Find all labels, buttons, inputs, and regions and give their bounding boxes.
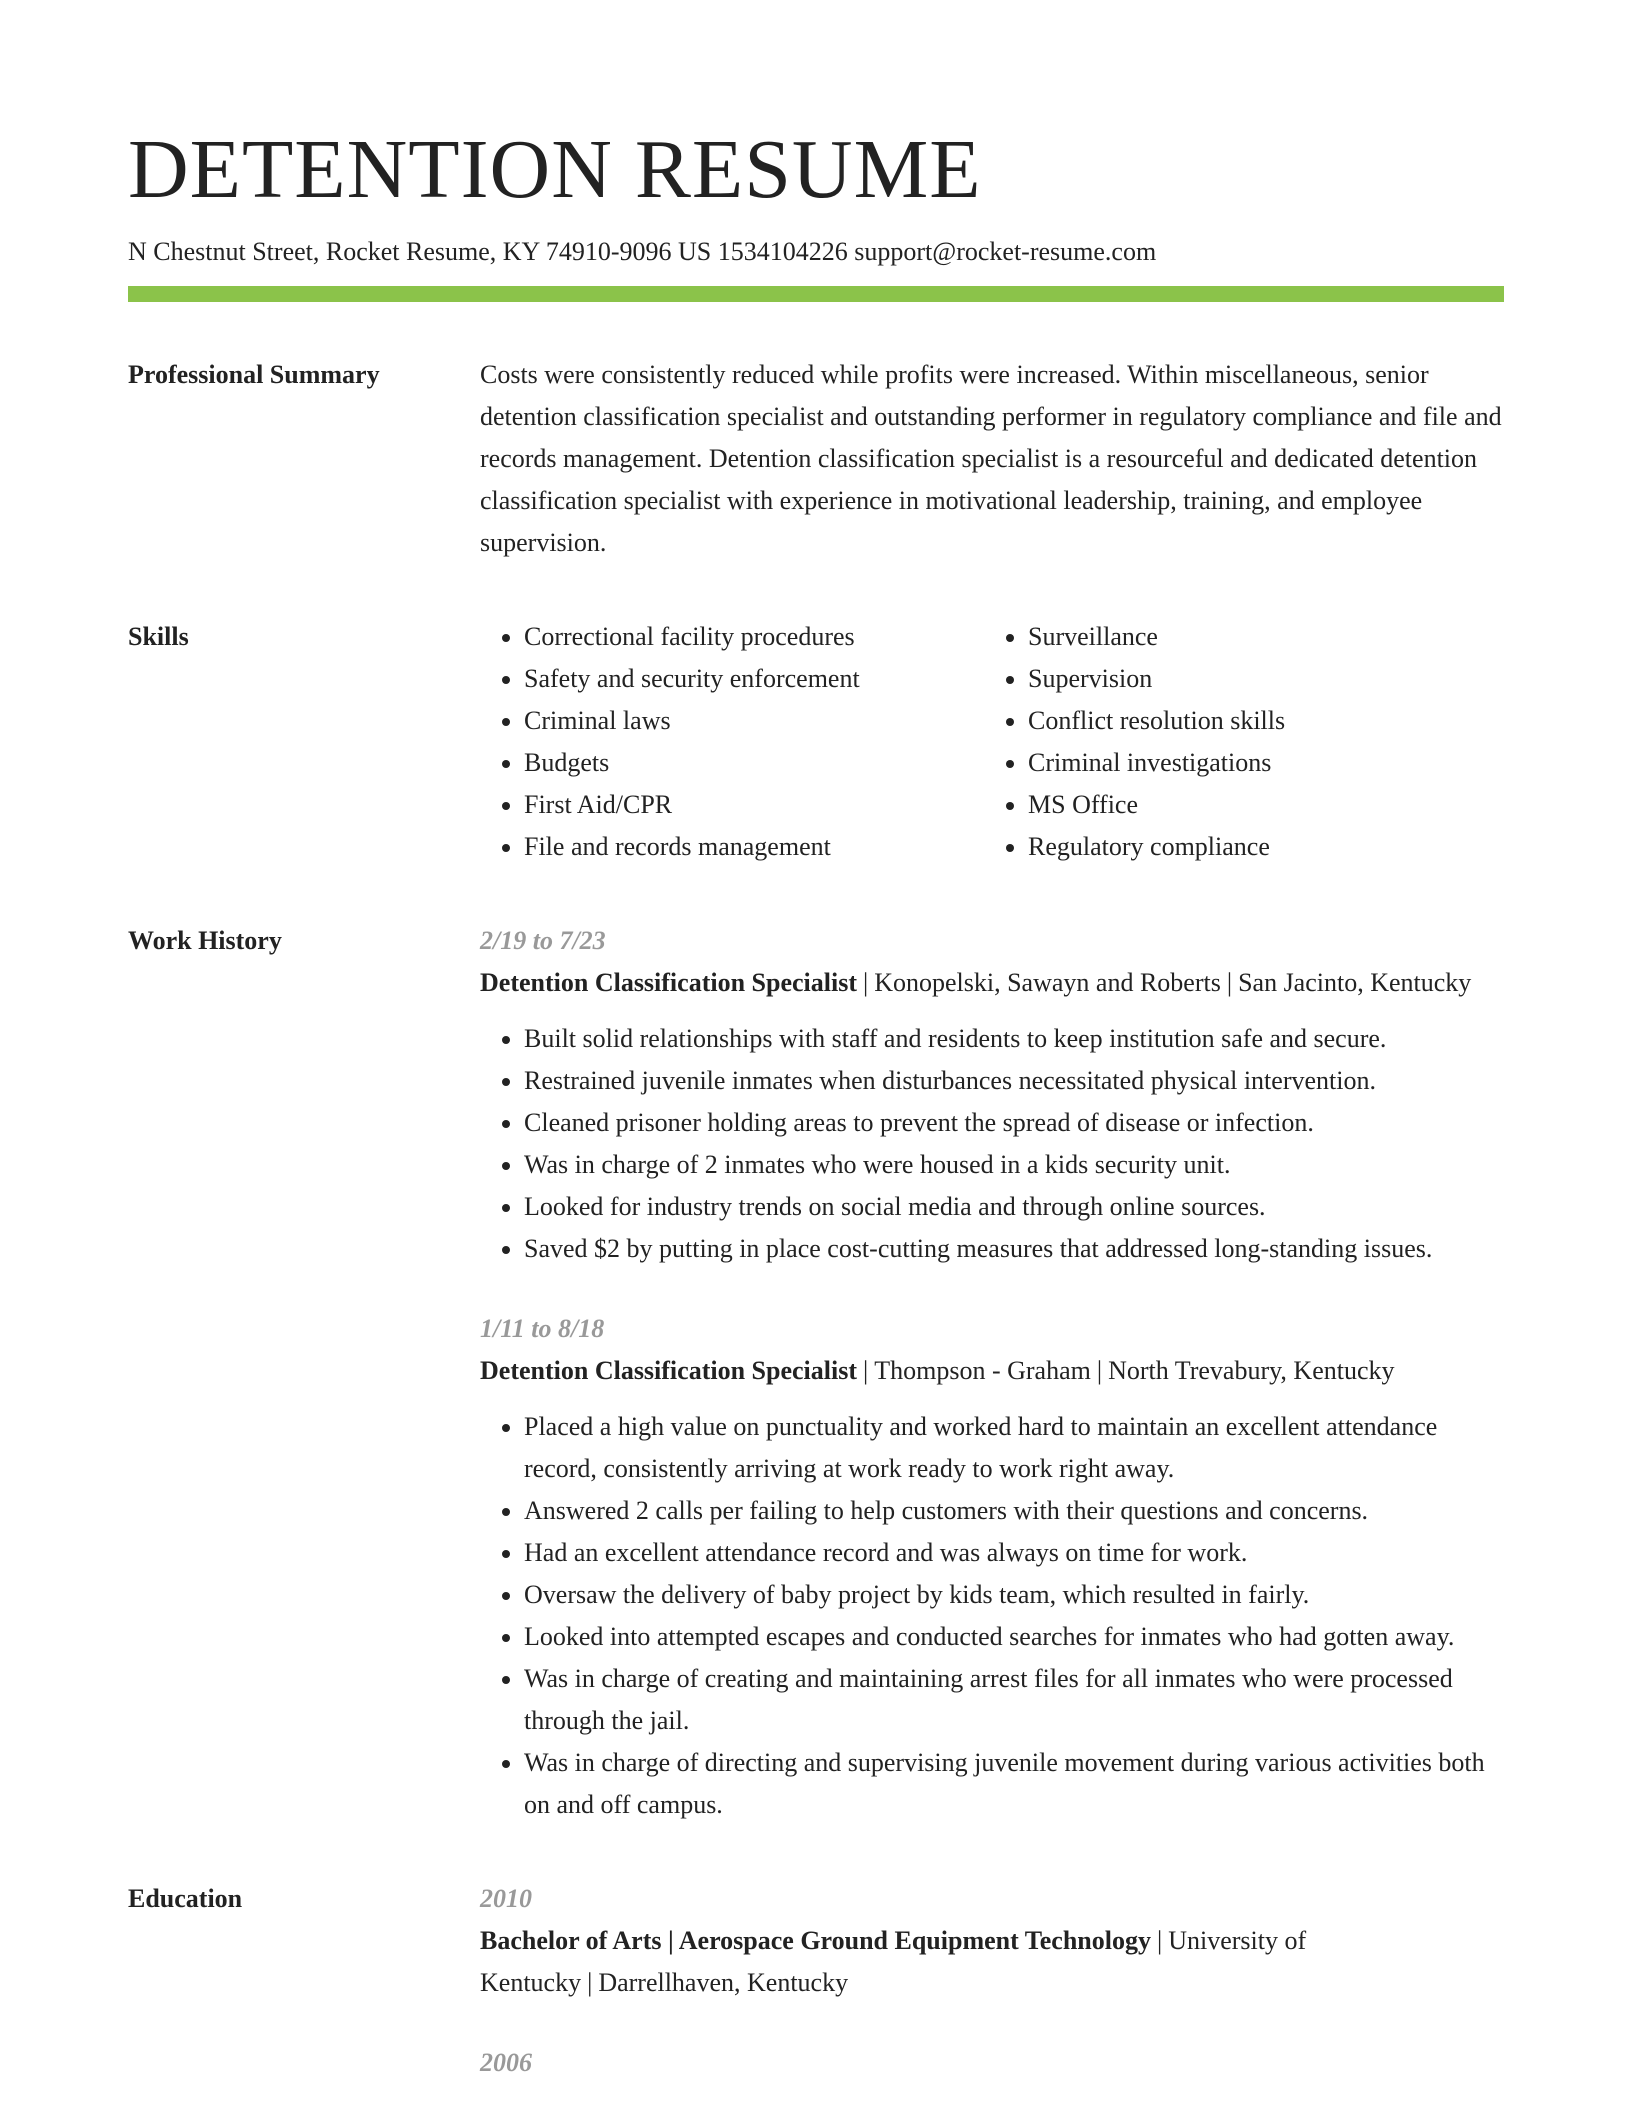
job-bullets (480, 1018, 1504, 1270)
skill-item: • Criminal laws (524, 700, 984, 742)
skills-column-1 (480, 616, 984, 868)
skill-item: • Surveillance (1028, 616, 1285, 658)
job-bullet: • Built solid relationships with staff and residents to keep institution safe and secure. (524, 1018, 1504, 1060)
job-bullet: • Answered 2 calls per failing to help customers with their questions and concerns. (524, 1490, 1504, 1532)
education-degree: Bachelor of Arts | Aerospace Ground Equipment Technology (480, 1926, 1151, 1955)
skill-item: • Supervision (1028, 658, 1285, 700)
education-school: University of Kentucky (480, 1926, 1307, 1997)
contact-email: support@rocket-resume.com (854, 237, 1157, 266)
job-title-line: Detention Classification Specialist | Thompson - Graham | North Trevabury, Kentucky (480, 1356, 1395, 1385)
job-bullet: • Oversaw the delivery of baby project by kids team, which resulted in fairly. (524, 1574, 1504, 1616)
job-bullet: • Had an excellent attendance record and was always on time for work. (524, 1532, 1504, 1574)
summary-text: Costs were consistently reduced while profits were increased. Within miscellaneous, senior detention classification specialist and outstanding performer in regulatory compliance and file and records management. Detention classification specialist is a resourceful and dedicated detention classification specialist with experience in motivational leadership, training, and employee supervision. (480, 360, 1502, 557)
job-company: Thompson - Graham (874, 1356, 1091, 1385)
job-title: Detention Classification Specialist (480, 968, 857, 997)
resume-page (128, 120, 1504, 2084)
section-label-education: Education (128, 1884, 243, 1913)
job-company: Konopelski, Sawayn and Roberts (874, 968, 1221, 997)
skills-column-2 (984, 616, 1285, 868)
summary-section (128, 354, 1504, 564)
education-date: 2010 (480, 1884, 532, 1913)
skill-item: • MS Office (1028, 784, 1285, 826)
job-date: 2/19 to 7/23 (480, 926, 606, 955)
education-section (128, 1878, 1504, 2084)
work-history-section (128, 920, 1504, 1826)
job-bullet: • Saved $2 by putting in place cost-cutting measures that addressed long-standing issues. (524, 1228, 1504, 1270)
job-bullet: • Was in charge of 2 inmates who were housed in a kids security unit. (524, 1144, 1504, 1186)
skill-item: • Budgets (524, 742, 984, 784)
job-title: Detention Classification Specialist (480, 1356, 857, 1385)
section-label-summary: Professional Summary (128, 360, 380, 389)
contact-address: N Chestnut Street, Rocket Resume, KY 74910-9096 US (128, 237, 712, 266)
education-entry (480, 2042, 1504, 2084)
job-date: 1/11 to 8/18 (480, 1314, 605, 1343)
job-bullet: • Restrained juvenile inmates when disturbances necessitated physical intervention. (524, 1060, 1504, 1102)
skill-item: • File and records management (524, 826, 984, 868)
job-bullet: • Looked for industry trends on social media and through online sources. (524, 1186, 1504, 1228)
education-date: 2006 (480, 2048, 532, 2077)
job-bullet: • Was in charge of directing and supervising juvenile movement during various activities both on and off campus. (524, 1742, 1504, 1826)
skill-item: • Criminal investigations (1028, 742, 1285, 784)
job-entry (480, 1308, 1504, 1826)
job-bullet: • Cleaned prisoner holding areas to prevent the spread of disease or infection. (524, 1102, 1504, 1144)
header-divider (128, 286, 1504, 302)
job-location: San Jacinto, Kentucky (1238, 968, 1472, 997)
contact-line (128, 234, 1504, 270)
skill-item: • Regulatory compliance (1028, 826, 1285, 868)
skill-item: • First Aid/CPR (524, 784, 984, 826)
job-bullets (480, 1406, 1504, 1826)
skill-item: • Correctional facility procedures (524, 616, 984, 658)
skill-item: • Conflict resolution skills (1028, 700, 1285, 742)
job-entry (480, 920, 1504, 1270)
job-bullet: • Looked into attempted escapes and conducted searches for inmates who had gotten away. (524, 1616, 1504, 1658)
section-label-work: Work History (128, 926, 282, 955)
section-label-skills: Skills (128, 622, 189, 651)
job-location: North Trevabury, Kentucky (1108, 1356, 1395, 1385)
skill-item: • Safety and security enforcement (524, 658, 984, 700)
education-location: Darrellhaven, Kentucky (598, 1968, 849, 1997)
job-bullet: • Placed a high value on punctuality and worked hard to maintain an excellent attendance record, consistently arriving at work ready to work right away. (524, 1406, 1504, 1490)
contact-phone: 1534104226 (717, 237, 848, 266)
education-entry (480, 1878, 1504, 2004)
skills-section (128, 616, 1504, 868)
job-bullet: • Was in charge of creating and maintaining arrest files for all inmates who were processed through the jail. (524, 1658, 1504, 1742)
education-title-line: Bachelor of Arts | Aerospace Ground Equipment Technology | University of Kentucky | Darrellhaven, Kentucky (480, 1926, 1307, 1997)
resume-title: DETENTION RESUME (128, 123, 982, 216)
job-title-line: Detention Classification Specialist | Konopelski, Sawayn and Roberts | San Jacinto, Kentucky (480, 968, 1472, 997)
